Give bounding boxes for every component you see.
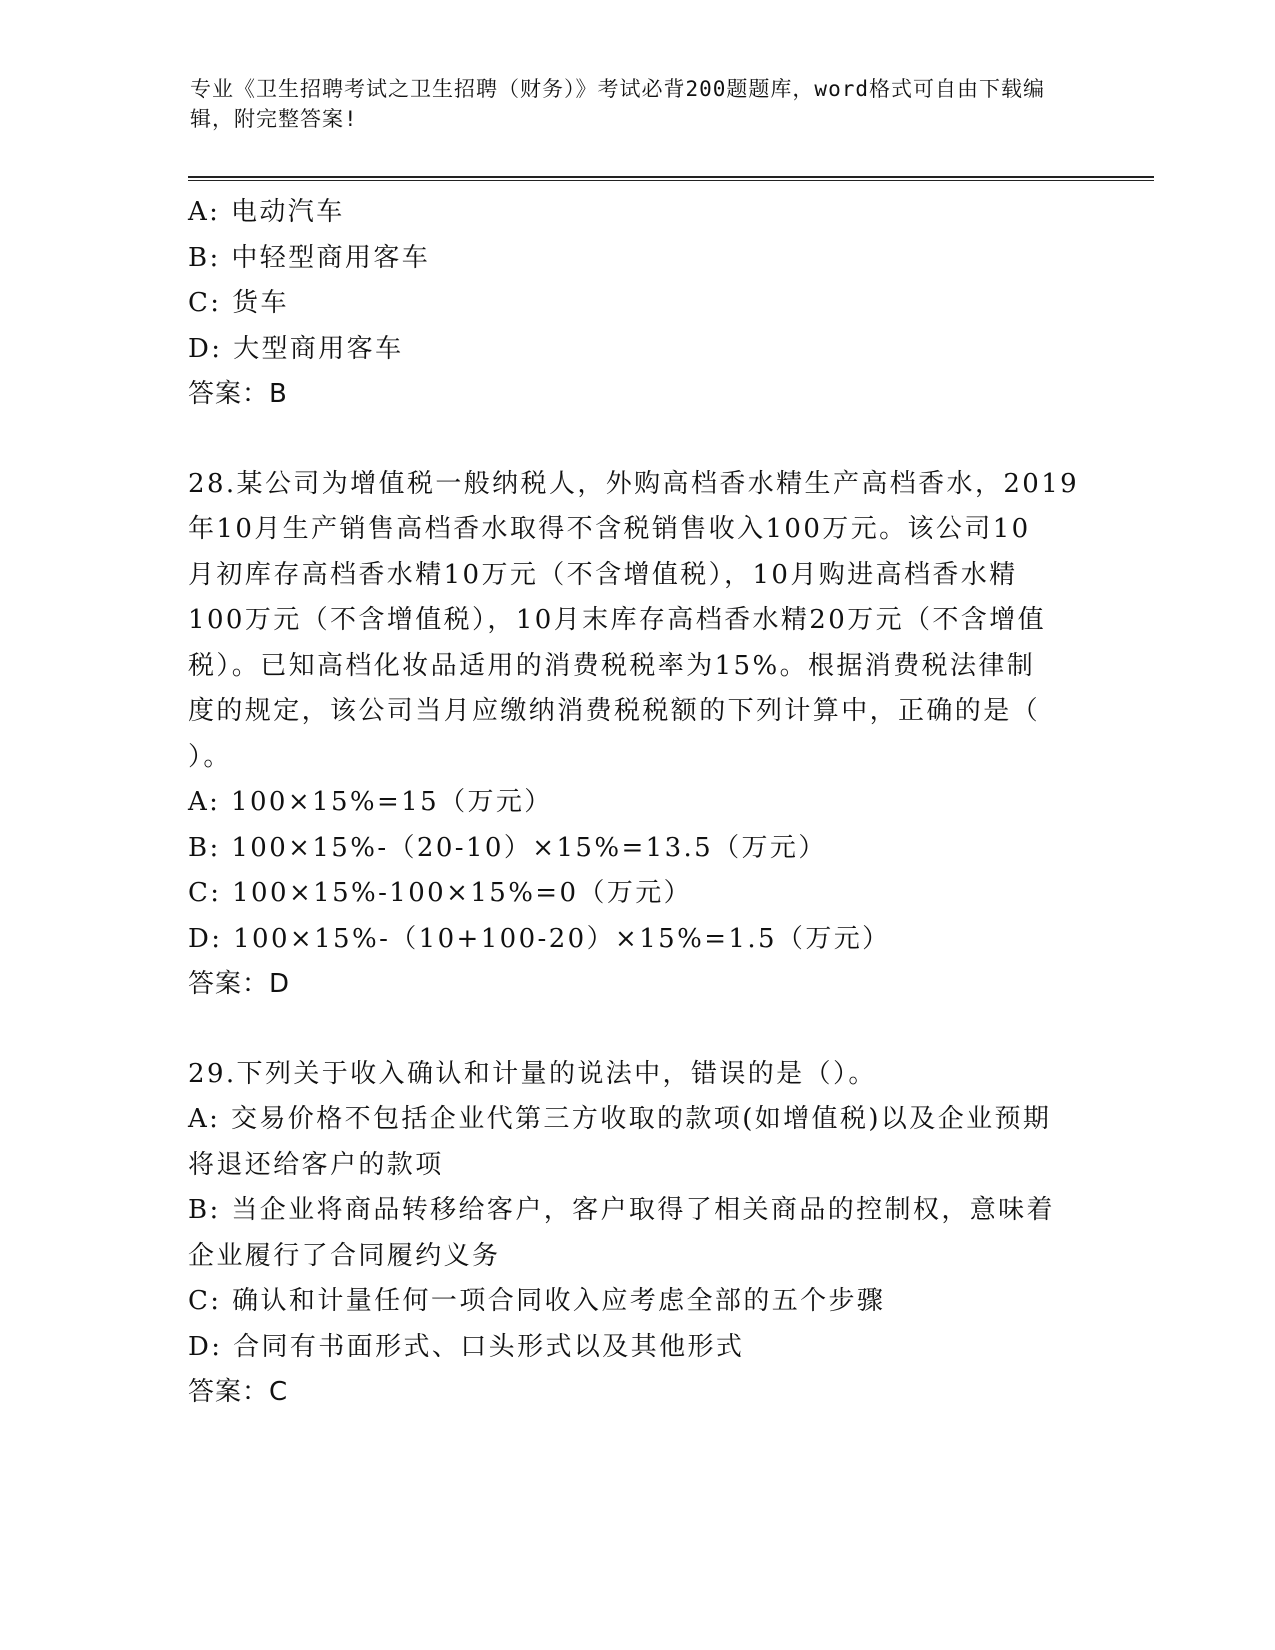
q27-answer: 答案：B bbox=[188, 379, 288, 409]
q29-option-a-cont: 将退还给客户的款项 bbox=[188, 1149, 444, 1180]
header-divider bbox=[188, 176, 1154, 182]
q28-stem-line: 年10月生产销售高档香水取得不含税销售收入100万元。该公司10 bbox=[188, 514, 1031, 544]
q28-stem-line: ）。 bbox=[188, 741, 232, 772]
questions-content bbox=[188, 190, 1088, 1416]
q29-option-a: A: 交易价格不包括企业代第三方收取的款项(如增值税)以及企业预期 bbox=[188, 1104, 1052, 1134]
q28-stem-line: 月初库存高档香水精10万元（不含增值税），10月购进高档香水精 bbox=[188, 559, 1018, 590]
q29-option-c: C: 确认和计量任何一项合同收入应考虑全部的五个步骤 bbox=[188, 1286, 886, 1316]
q28-stem-line: 28.某公司为增值税一般纳税人，外购高档香水精生产高档香水，2019 bbox=[188, 468, 1080, 499]
document-header: 专业《卫生招聘考试之卫生招聘（财务）》考试必背200题题库，word格式可自由下载编辑，附完整答案! bbox=[190, 77, 1045, 131]
q27-option-b: B: 中轻型商用客车 bbox=[188, 242, 431, 273]
q28-option-c: C: 100×15%-100×15%=0（万元） bbox=[188, 878, 693, 908]
q27-option-c: C: 货车 bbox=[188, 288, 289, 318]
question-27-block bbox=[188, 190, 1088, 418]
q29-answer: 答案：C bbox=[188, 1377, 289, 1407]
question-29-block bbox=[188, 1052, 1088, 1416]
q28-answer: 答案：D bbox=[188, 969, 291, 999]
q28-stem-line: 100万元（不含增值税），10月末库存高档香水精20万元（不含增值 bbox=[188, 605, 1046, 635]
q28-stem-line: 税）。已知高档化妆品适用的消费税税率为15%。根据消费税法律制 bbox=[188, 650, 1036, 681]
divider-thick-line bbox=[188, 176, 1154, 178]
q28-stem-line: 度的规定，该公司当月应缴纳消费税税额的下列计算中，正确的是（ bbox=[188, 696, 1041, 726]
q28-option-b: B: 100×15%-（20-10）×15%=13.5（万元） bbox=[188, 832, 827, 863]
spacer bbox=[188, 1008, 1088, 1052]
q27-option-d: D: 大型商用客车 bbox=[188, 333, 404, 364]
q28-option-a: A: 100×15%=15（万元） bbox=[188, 787, 553, 817]
question-28-block bbox=[188, 462, 1088, 1008]
q28-option-d: D: 100×15%-（10+100-20）×15%=1.5（万元） bbox=[188, 923, 891, 954]
divider-thin-line bbox=[188, 180, 1154, 181]
q29-stem-line: 29.下列关于收入确认和计量的说法中，错误的是（）。 bbox=[188, 1058, 877, 1089]
spacer bbox=[188, 418, 1088, 462]
q29-option-b: B: 当企业将商品转移给客户，客户取得了相关商品的控制权，意味着 bbox=[188, 1195, 1055, 1225]
q29-option-b-cont: 企业履行了合同履约义务 bbox=[188, 1240, 501, 1271]
q29-option-d: D: 合同有书面形式、口头形式以及其他形式 bbox=[188, 1331, 745, 1362]
q27-option-a: A: 电动汽车 bbox=[188, 197, 345, 227]
